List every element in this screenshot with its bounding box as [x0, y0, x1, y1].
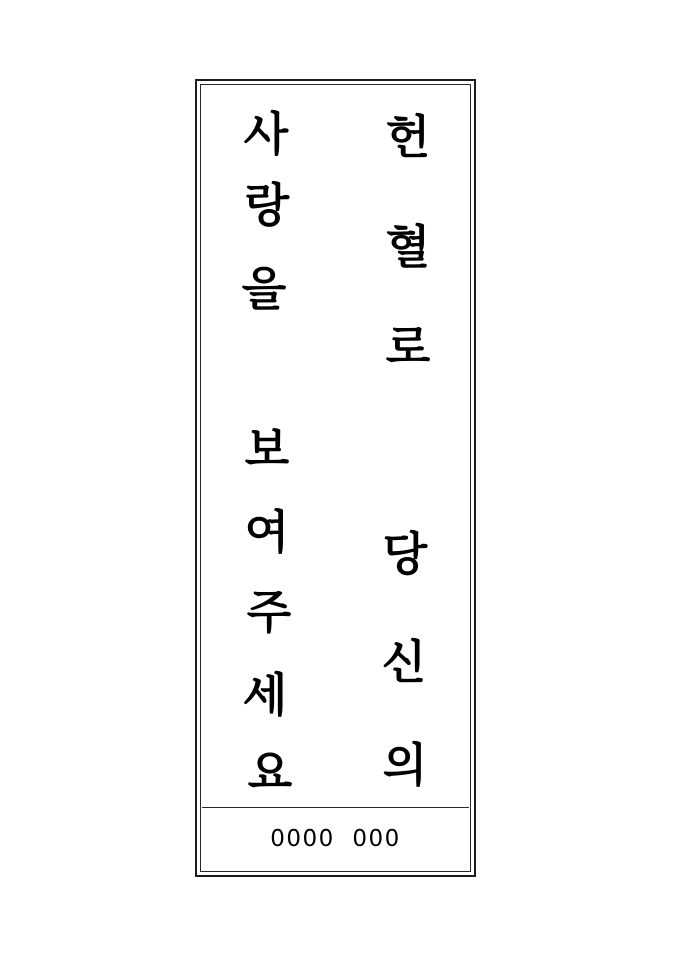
hangul-char: 혈	[385, 220, 431, 274]
banner-frame	[195, 79, 476, 877]
hangul-char: 의	[382, 738, 428, 792]
hangul-char: 주	[246, 585, 292, 639]
hangul-char: 당	[382, 527, 428, 581]
hangul-char: 신	[381, 635, 427, 689]
hangul-char: 세	[242, 668, 288, 722]
hangul-char: 로	[385, 320, 431, 374]
hangul-char: 여	[244, 505, 290, 559]
hangul-char: 요	[247, 745, 293, 799]
hangul-char: 보	[244, 422, 290, 476]
hangul-char: 헌	[385, 110, 431, 164]
hangul-char: 을	[241, 262, 287, 316]
glyph-layer	[197, 81, 474, 875]
hangul-char: 랑	[244, 178, 290, 232]
footer-strip	[202, 807, 469, 870]
footer-code: 0000 000	[270, 826, 401, 852]
hangul-char: 사	[243, 107, 289, 161]
